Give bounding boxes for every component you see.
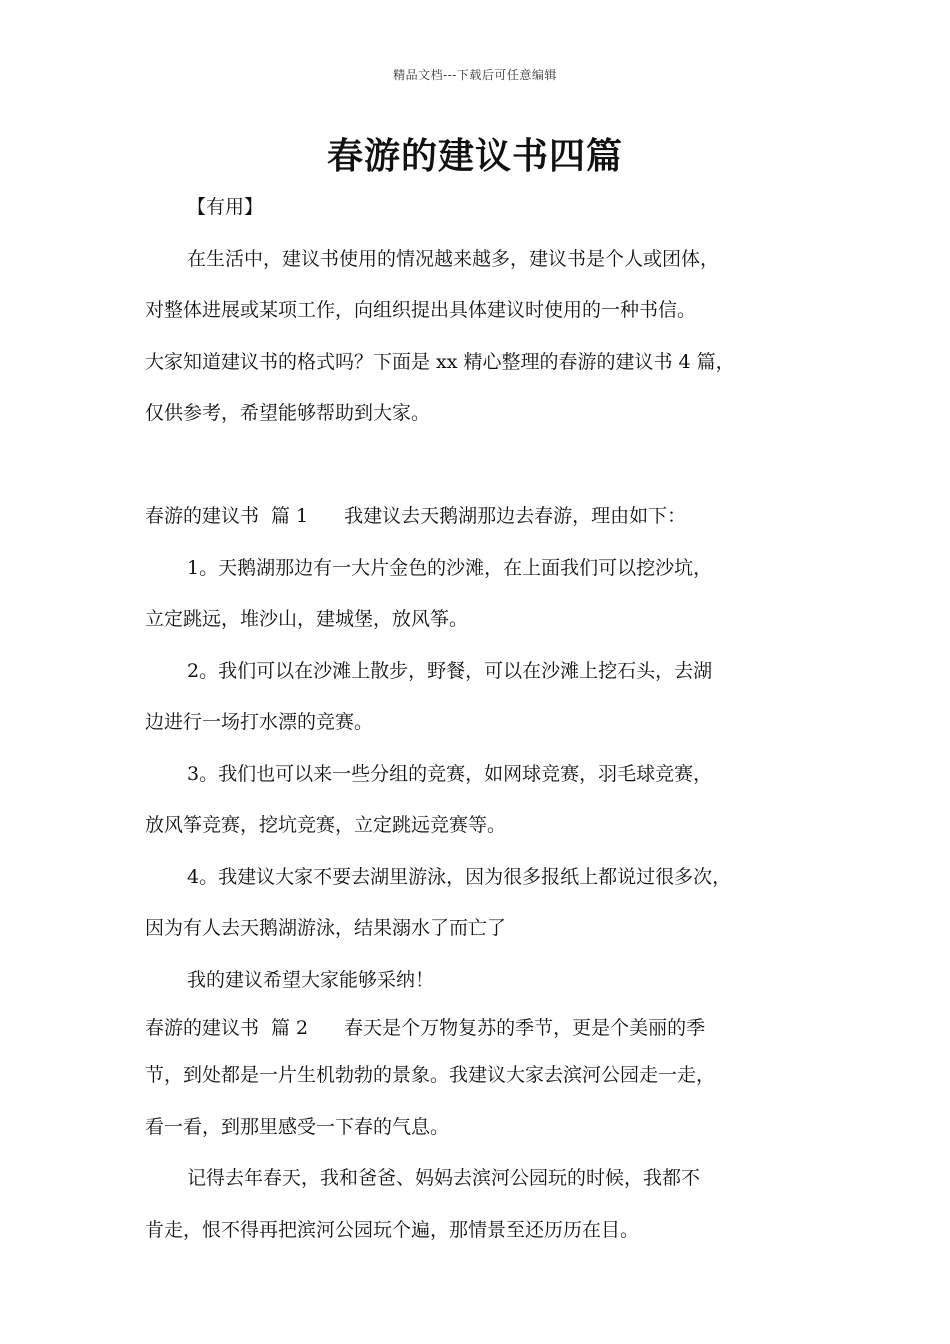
section2-number: 篇 2 bbox=[271, 1017, 309, 1039]
section2-heading bbox=[145, 1006, 835, 1050]
section1-item-4-rest: 因为有人去天鹅湖游泳，结果溺水了而亡了 bbox=[145, 917, 507, 939]
section1-heading bbox=[145, 491, 835, 543]
section2-para2-first: 记得去年春天，我和爸爸、妈妈去滨河公园玩的时候，我都不 bbox=[187, 1167, 701, 1189]
page-header-note: 精品文档---下载后可任意编辑 bbox=[393, 68, 557, 82]
section2-line-1: 节，到处都是一片生机勃勃的景象。我建议大家去滨河公园走一走， bbox=[145, 1064, 716, 1086]
section2-lead: 春天是个万物复苏的季节，更是个美丽的季 bbox=[344, 1017, 706, 1039]
section2-line-2: 看一看，到那里感受一下春的气息。 bbox=[145, 1115, 450, 1138]
section1-item-3-first: 3。我们也可以来一些分组的竞赛，如网球竞赛，羽毛球竞赛， bbox=[187, 762, 713, 785]
section1-item-2-rest: 边进行一场打水漂的竞赛。 bbox=[145, 711, 374, 733]
section1-item-4-first: 4。我建议大家不要去湖里游泳，因为很多报纸上都说过很多次， bbox=[187, 865, 732, 888]
section1-number: 篇 1 bbox=[271, 505, 309, 527]
section1-item-1-first: 1。天鹅湖那边有一大片金色的沙滩，在上面我们可以挖沙坑， bbox=[187, 556, 713, 579]
intro-line-1: 在生活中，建议书使用的情况越来越多，建议书是个人或团体， bbox=[187, 247, 720, 270]
section1-item-2-first: 2。我们可以在沙滩上散步，野餐，可以在沙滩上挖石头，去湖 bbox=[187, 659, 713, 682]
document-title: 春游的建议书四篇 bbox=[326, 136, 623, 177]
section1-title: 春游的建议书 bbox=[145, 505, 260, 527]
section1-closing: 我的建议希望大家能够采纳！ bbox=[187, 968, 435, 991]
blank-line bbox=[145, 440, 835, 492]
section1-lead: 我建议去天鹅湖那边去春游，理由如下： bbox=[344, 505, 687, 527]
section2-para2-rest: 肯走，恨不得再把滨河公园玩个遍，那情景至还历历在目。 bbox=[145, 1218, 640, 1241]
intro-line-4: 仅供参考，希望能够帮助到大家。 bbox=[145, 402, 431, 424]
intro-line-3: 大家知道建议书的格式吗？下面是 xx 精心整理的春游的建议书 4 篇， bbox=[145, 350, 735, 373]
tag-line: 【有用】 bbox=[187, 196, 264, 218]
document-body bbox=[145, 182, 835, 1256]
section1-item-3-rest: 放风筝竞赛，挖坑竞赛，立定跳远竞赛等。 bbox=[145, 814, 507, 836]
section2-title: 春游的建议书 bbox=[145, 1017, 260, 1039]
section1-item-1-rest: 立定跳远，堆沙山，建城堡，放风筝。 bbox=[145, 608, 469, 630]
intro-line-2: 对整体进展或某项工作，向组织提出具体建议时使用的一种书信。 bbox=[145, 299, 697, 321]
